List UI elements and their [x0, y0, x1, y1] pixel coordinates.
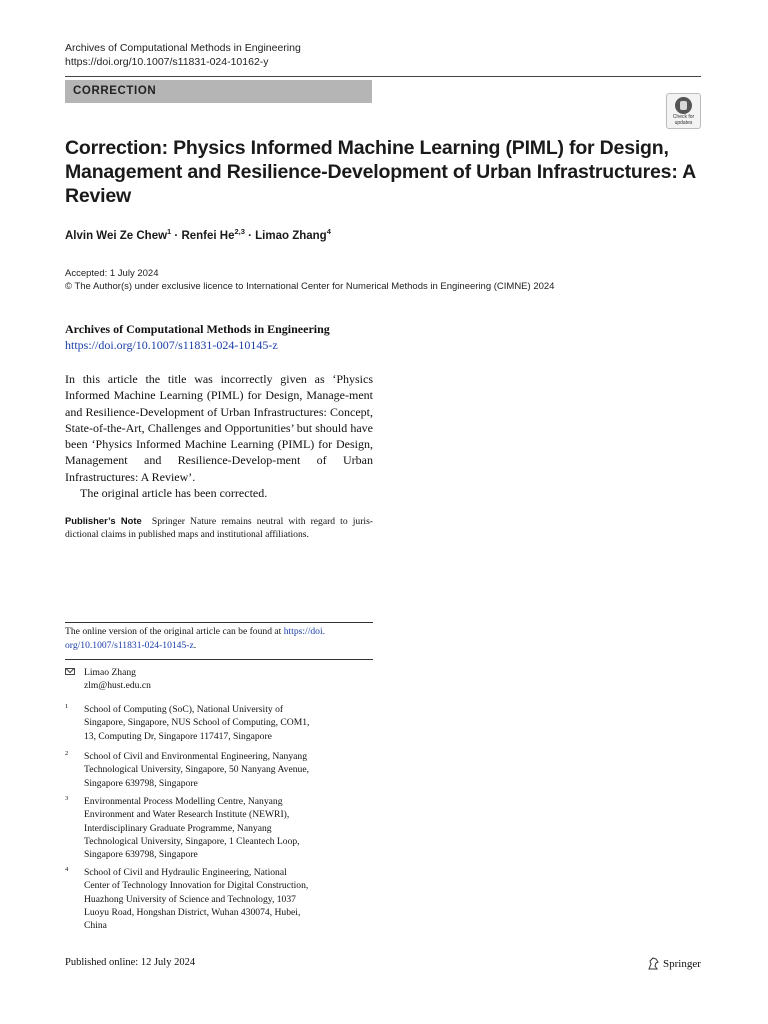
body-line: but should have been ‘Physics Informed Machine Learning [65, 420, 373, 452]
affiliation-line: Luoyu Road, Hongshan District, Wuhan 430074, Hubei, [84, 906, 301, 918]
corresponding-author-email[interactable]: zlm@hust.edu.cn [84, 680, 151, 691]
author-list [65, 227, 331, 242]
check-for-updates-badge[interactable] [666, 93, 701, 129]
affiliation [65, 866, 355, 932]
body-paragraph [65, 371, 373, 485]
affiliation-line: Environment and Water Research Institute (NEWRI), [84, 809, 290, 821]
envelope-icon [65, 668, 75, 675]
affiliation-line: Huazhong University of Science and Technology, 1037 [84, 893, 296, 905]
body-line: ment of Urban Infrastructures: A Review’. [65, 453, 374, 484]
affiliation-line: School of Civil and Hydraulic Engineering, National [84, 867, 287, 878]
author-affiliation-marker: 4 [326, 227, 331, 236]
corresponding-author-name: Limao Zhang [84, 667, 136, 678]
body-paragraph: The original article has been corrected. [80, 486, 268, 501]
author-name[interactable]: Renfei He [181, 229, 235, 242]
affiliation-line: School of Computing (SoC), National University of [84, 704, 284, 715]
affiliation-line: Singapore 639798, Singapore [84, 849, 198, 861]
publisher-name: Springer [663, 958, 701, 970]
publisher-note-text: dictional claims in published maps and institutional affiliations. [65, 529, 309, 540]
original-doi-link[interactable]: https://doi.org/10.1007/s11831-024-10145-z [65, 337, 278, 352]
affiliation-number: 3 [65, 795, 69, 802]
corresponding-author [65, 666, 151, 692]
affiliation-line: Singapore 639798, Singapore [84, 777, 198, 789]
affiliation [65, 750, 355, 790]
article-type-banner: CORRECTION [65, 80, 372, 103]
online-version-link[interactable]: https://doi. [283, 626, 326, 637]
author-affiliation-marker: 1 [167, 227, 172, 236]
article-title: Correction: Physics Informed Machine Learning (PIML) for Design, Management and Resilience-Development of Urban Infrastructures: A Review [65, 137, 696, 207]
badge-line1: Check for [672, 114, 695, 120]
online-version-note [65, 625, 373, 652]
publisher-note [65, 514, 373, 541]
article-dates [65, 267, 554, 293]
affiliation [65, 703, 355, 743]
affiliation-line: Interdisciplinary Graduate Programme, Nanyang [84, 822, 272, 834]
body-line: Concept, State-of-the-Art, Challenges and Opportunities’ [65, 404, 373, 435]
affiliation-number: 1 [65, 703, 69, 710]
author-separator: · [171, 229, 182, 242]
check-for-updates-icon [675, 97, 692, 114]
journal-header [65, 41, 301, 69]
affiliation-line: China [84, 920, 107, 932]
body-line: Informed Machine Learning (PIML) for Design, Manage- [65, 388, 349, 403]
springer-horse-icon [647, 957, 660, 970]
copyright-line: © The Author(s) under exclusive licence to International Center for Numerical Methods in Engineering (CIMNE) 2024 [65, 281, 555, 292]
affiliation-line: Singapore, Singapore, NUS School of Computing, COM1, [84, 717, 310, 729]
footnote-divider [65, 659, 373, 660]
header-divider [65, 76, 701, 77]
badge-line2: updates [674, 119, 693, 126]
author-name[interactable]: Limao Zhang [255, 229, 327, 242]
affiliation-line: Center of Technology Innovation for Digital Construction, [84, 880, 309, 892]
affiliation-number: 4 [65, 866, 69, 873]
author-separator: · [244, 229, 256, 242]
online-version-tail: . [193, 639, 197, 651]
affiliation [65, 795, 355, 861]
body-line: (PIML) for Design, Management and Resilience-Develop- [65, 437, 373, 468]
accepted-date: Accepted: 1 July 2024 [65, 268, 159, 279]
affiliation-line: Technological University, Singapore, 50 Nanyang Avenue, [84, 764, 309, 776]
body-line: ment and Resilience-Development of Urban Infrastructures: [65, 388, 373, 419]
author-affiliation-marker: 2,3 [234, 227, 245, 236]
original-article-reference [65, 322, 330, 353]
springer-logo [647, 957, 701, 970]
published-online-date: Published online: 12 July 2024 [65, 957, 196, 968]
affiliation-line: School of Civil and Environmental Engineering, Nanyang [84, 751, 308, 762]
affiliation-line: Environmental Process Modelling Centre, Nanyang [84, 796, 283, 807]
affiliation-line: 13, Computing Dr, Singapore 117417, Singapore [84, 730, 272, 742]
footnote-divider [65, 622, 373, 623]
journal-name: Archives of Computational Methods in Engineering [65, 42, 301, 54]
affiliation-number: 2 [65, 750, 69, 757]
correction-body [65, 371, 373, 501]
body-line: In this article the title was incorrectly given as ‘Physics [65, 372, 373, 386]
original-journal: Archives of Computational Methods in Engineering [65, 322, 330, 336]
online-version-link[interactable]: org/10.1007/s11831-024-10145-z [65, 639, 194, 651]
affiliation-line: Technological University, Singapore, 1 Cleantech Loop, [84, 835, 300, 847]
author-name[interactable]: Alvin Wei Ze Chew [65, 229, 168, 242]
publisher-note-text: Springer Nature remains neutral with regard to juris- [151, 516, 373, 527]
publisher-note-heading: Publisher’s Note [65, 515, 142, 526]
online-version-text: The online version of the original article can be found at [65, 626, 284, 637]
article-doi[interactable]: https://doi.org/10.1007/s11831-024-10162-y [65, 56, 269, 68]
